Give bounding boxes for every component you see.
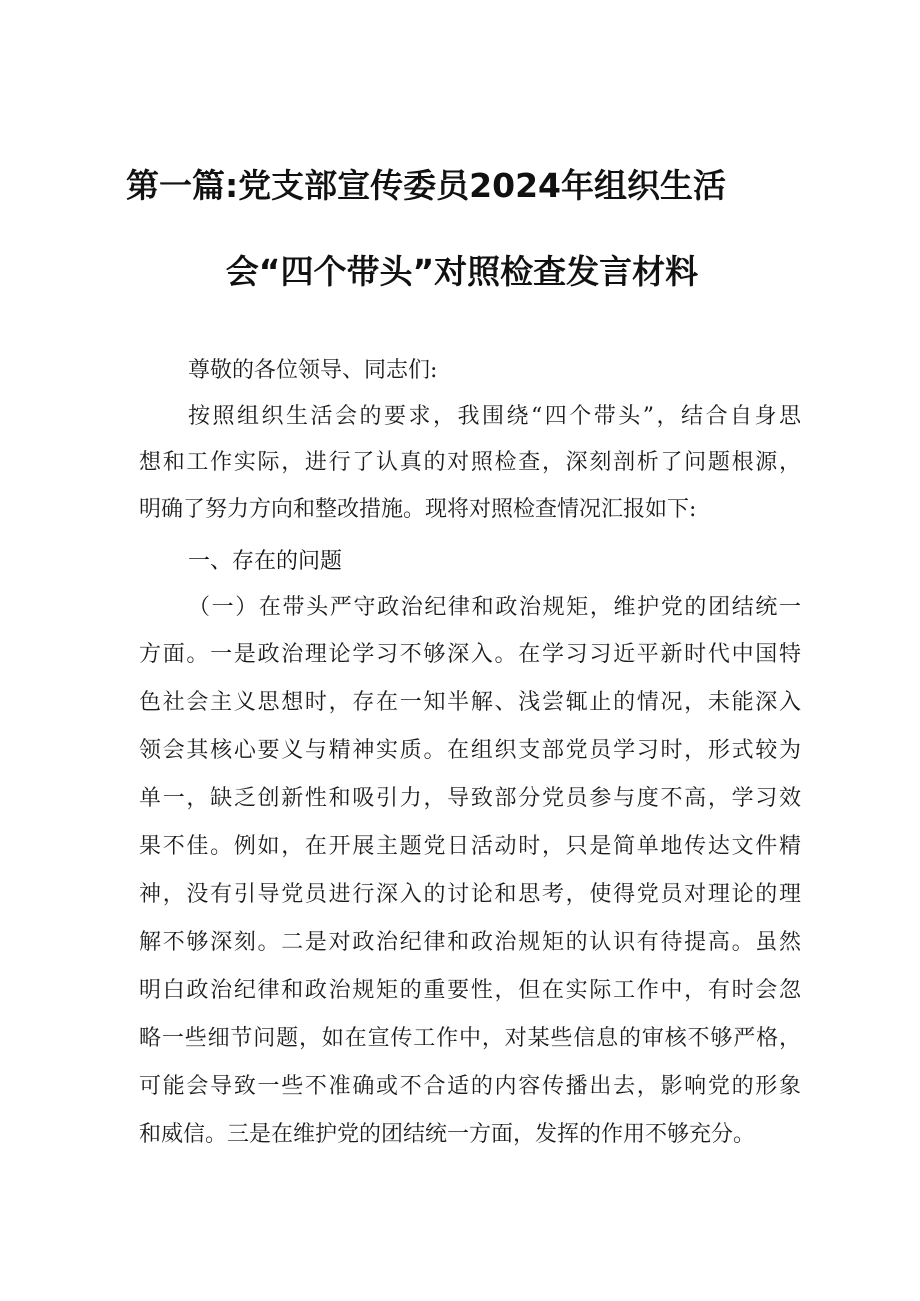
body-line-3: 色社会主义思想时，存在一知半解、浅尝辄止的情况，未能深入 — [139, 690, 801, 715]
intro-line-2: 想和工作实际，进行了认真的对照检查，深刻剖析了问题根源， — [139, 450, 801, 475]
body-line-8: 解不够深刻。二是对政治纪律和政治规矩的认识有待提高。虽然 — [139, 930, 801, 955]
body-line-5: 单一，缺乏创新性和吸引力，导致部分党员参与度不高，学习效 — [139, 786, 801, 811]
section-heading: 一、存在的问题 — [188, 549, 343, 574]
intro-line-3: 明确了努力方向和整改措施。现将对照检查情况汇报如下: — [139, 497, 697, 522]
body-line-10: 略一些细节问题，如在宣传工作中，对某些信息的审核不够严格， — [139, 1026, 801, 1051]
body-line-9: 明白政治纪律和政治规矩的重要性，但在实际工作中，有时会忽 — [139, 978, 801, 1003]
salutation: 尊敬的各位领导、同志们: — [188, 358, 438, 383]
body-line-12: 和威信。三是在维护党的团结统一方面，发挥的作用不够充分。 — [139, 1122, 756, 1147]
document-title-line-2: 会“四个带头”对照检查发言材料 — [225, 252, 699, 291]
body-line-11: 可能会导致一些不准确或不合适的内容传播出去，影响党的形象 — [139, 1074, 801, 1099]
intro-line-1: 按照组织生活会的要求，我围绕“四个带头”，结合自身思 — [188, 404, 801, 429]
body-line-6: 果不佳。例如，在开展主题党日活动时，只是简单地传达文件精 — [139, 834, 801, 859]
body-line-2: 方面。一是政治理论学习不够深入。在学习习近平新时代中国特 — [139, 642, 801, 667]
body-line-1: （一）在带头严守政治纪律和政治规矩，维护党的团结统一 — [188, 595, 801, 620]
body-line-4: 领会其核心要义与精神实质。在组织支部党员学习时，形式较为 — [139, 738, 801, 763]
body-line-7: 神，没有引导党员进行深入的讨论和思考，使得党员对理论的理 — [139, 882, 801, 907]
document-title-line-1: 第一篇:党支部宣传委员2024年组织生活 — [125, 166, 727, 205]
